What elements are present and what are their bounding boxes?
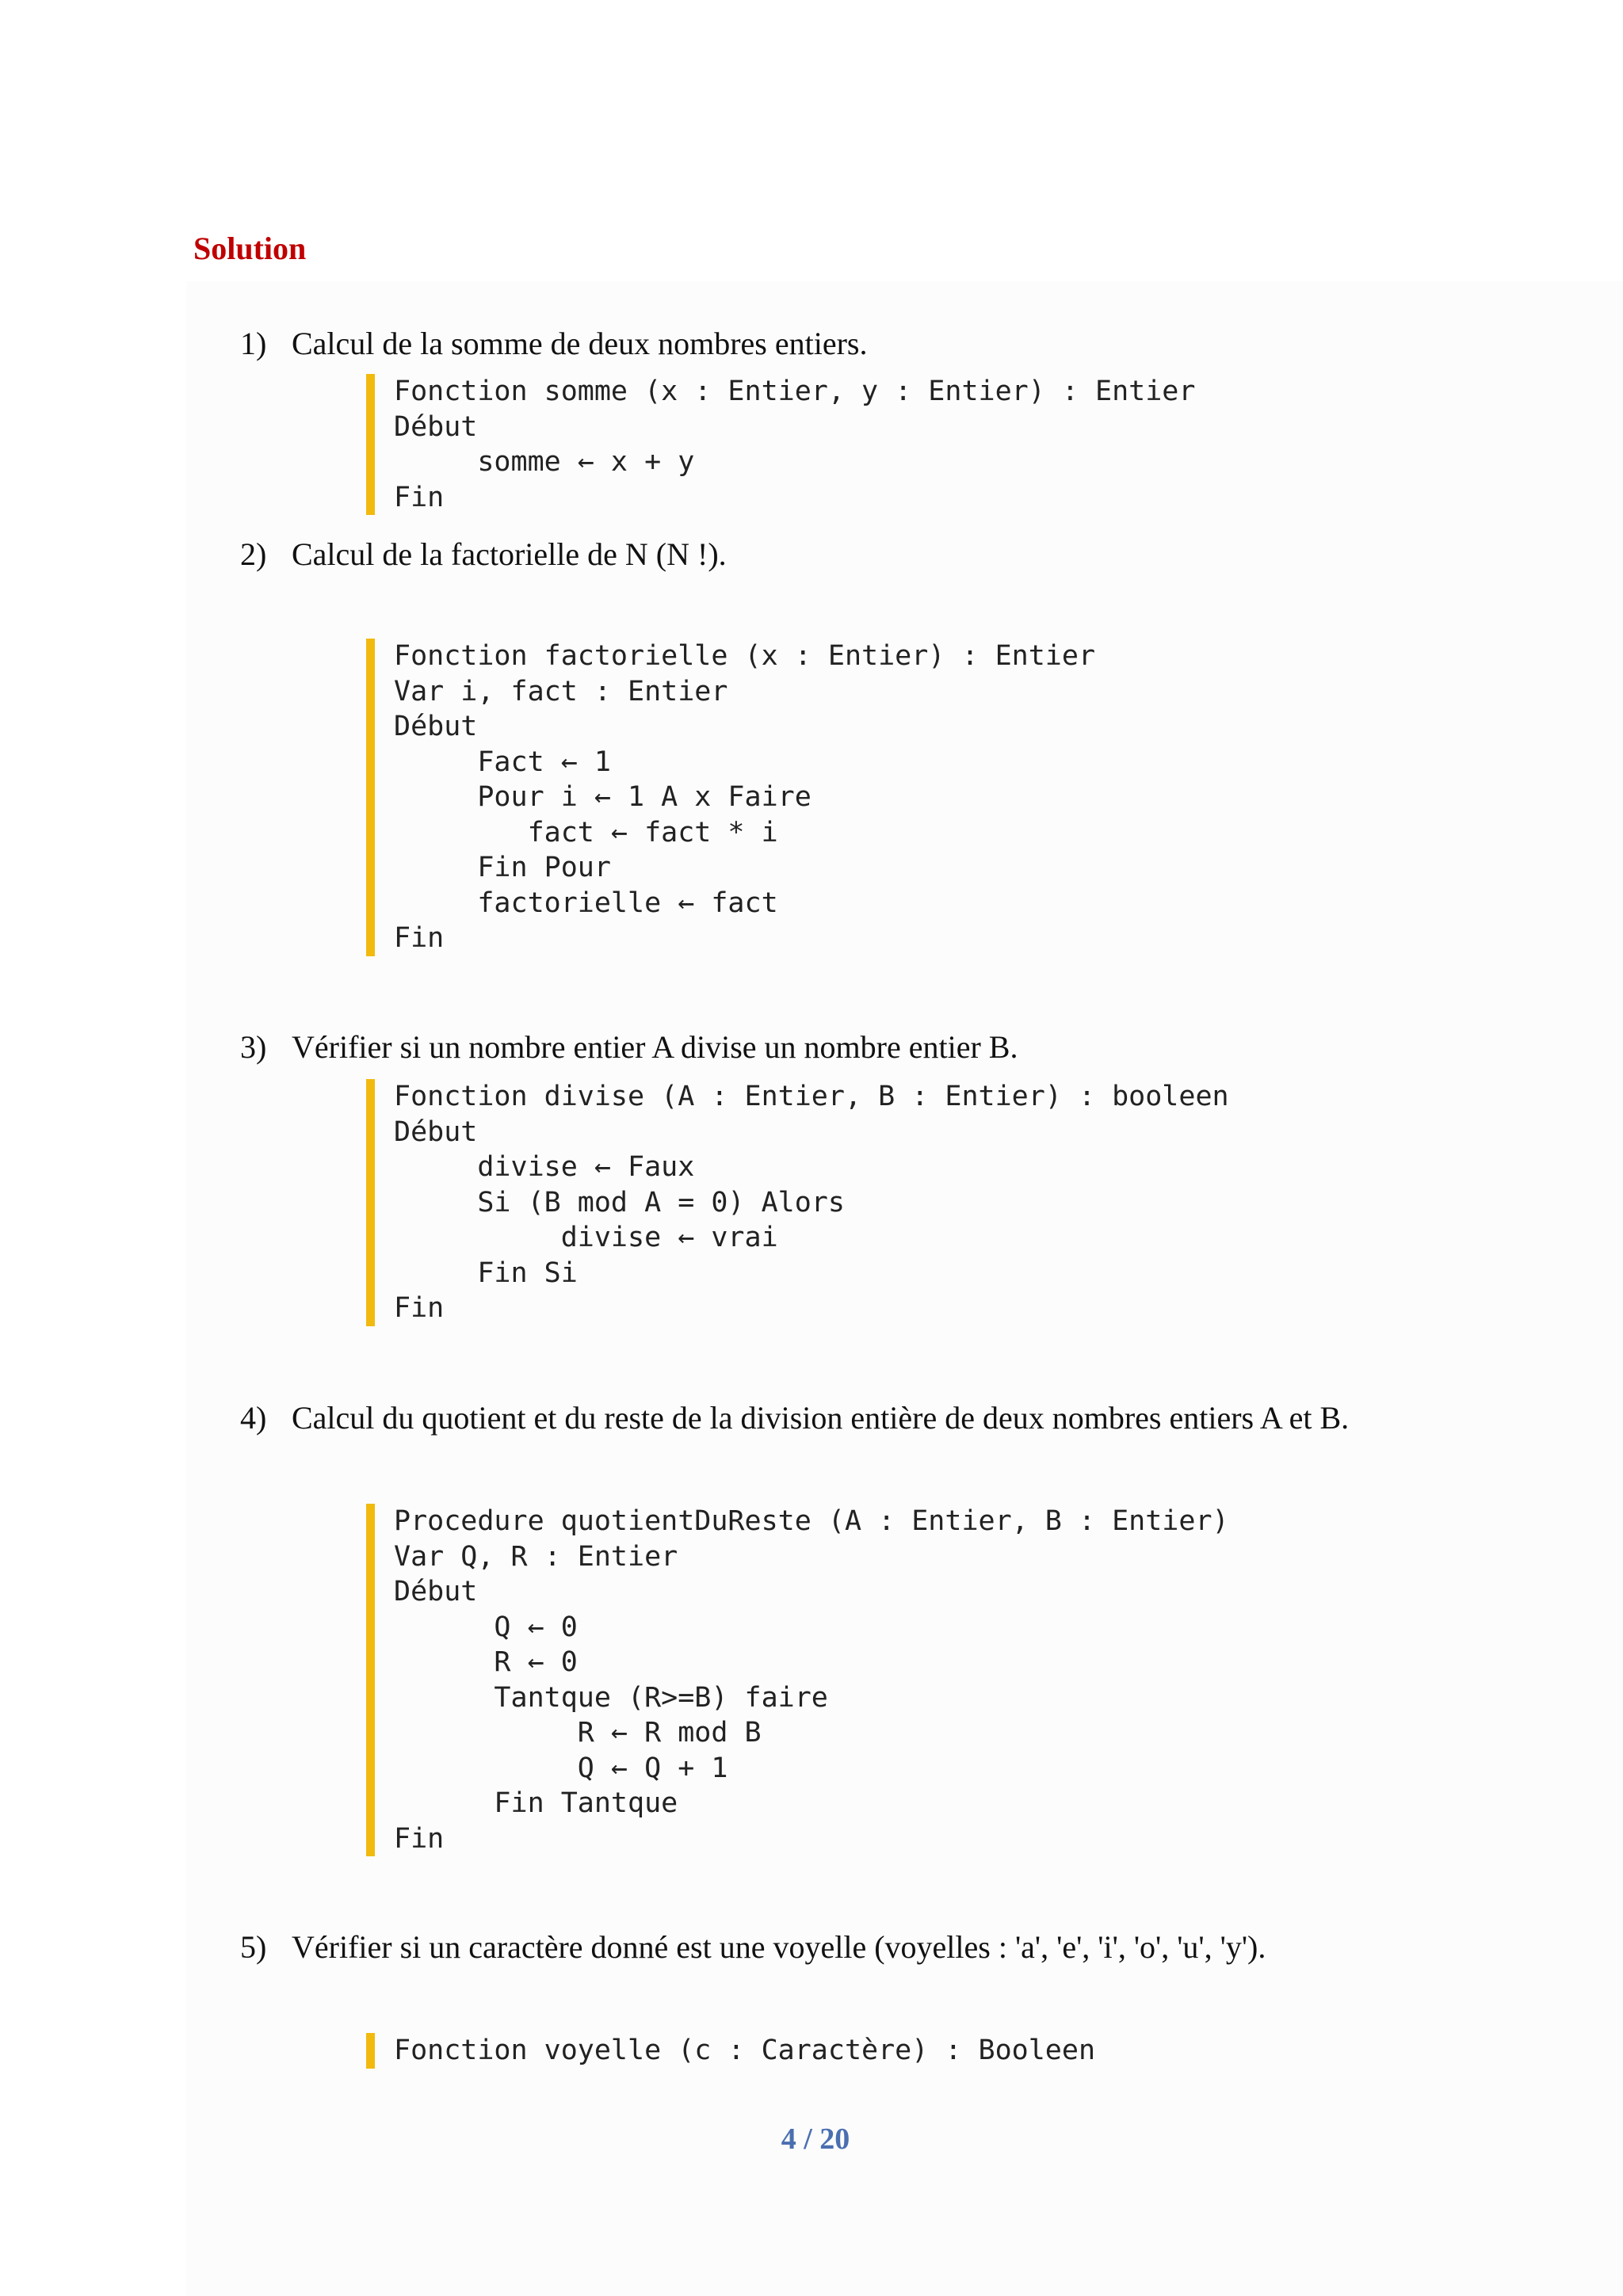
code-line: Début [394,1116,478,1148]
code-line: Procedure quotientDuReste (A : Entier, B : Entier) [394,1505,1229,1537]
page-number: 4 / 20 [781,2122,850,2156]
code-line: fact ← fact * i [394,816,778,849]
code-line: Fonction divise (A : Entier, B : Entier) : booleen [394,1081,1229,1112]
question-number: 5) [240,1929,267,1965]
code-line: Tantque (R>=B) faire [394,1681,828,1714]
code-line: divise ← vrai [394,1222,778,1253]
question-3 [240,1028,1018,1066]
question-text: Vérifier si un nombre entier A divise un nombre entier B. [292,1029,1018,1065]
code-line: Var i, fact : Entier [394,675,728,707]
question-number: 2) [240,536,267,572]
code-line: factorielle ← fact [394,887,778,919]
code-line: Fin Si [394,1257,578,1289]
code-line: Fin Tantque [394,1787,678,1819]
solution-heading: Solution [193,231,307,266]
question-5 [240,1928,1266,1966]
code-line: Fin [394,922,445,954]
code-line: Fin [394,1822,445,1855]
code-block-5 [366,2033,1095,2069]
code-line: Var Q, R : Entier [394,1540,678,1573]
question-text: Calcul de la factorielle de N (N !). [292,536,727,572]
code-line: Fonction voyelle (c : Caractère) : Booleen [394,2035,1096,2066]
code-line: Pour i ← 1 A x Faire [394,781,812,813]
question-2 [240,536,727,574]
code-line: Début [394,410,478,443]
code-block-1 [366,374,1195,515]
code-line: Q ← 0 [394,1611,578,1643]
code-line: Début [394,1576,478,1608]
code-line: Q ← Q + 1 [394,1752,728,1784]
code-line: Fin [394,1292,445,1324]
code-line: R ← R mod B [394,1717,762,1749]
question-text: Calcul du quotient et du reste de la division entière de deux nombres entiers A et B. [292,1400,1350,1436]
question-text: Vérifier si un caractère donné est une voyelle (voyelles : 'a', 'e', 'i', 'o', 'u', 'y'). [292,1929,1266,1965]
code-line: Fin Pour [394,852,611,883]
code-line: Fact ← 1 [394,746,611,778]
code-block-3 [366,1079,1229,1326]
code-line: R ← 0 [394,1646,578,1678]
question-4 [240,1399,1349,1437]
question-number: 4) [240,1400,267,1436]
code-block-2 [366,639,1095,956]
question-number: 3) [240,1029,267,1065]
code-line: somme ← x + y [394,446,695,478]
question-text: Calcul de la somme de deux nombres entiers. [292,326,868,361]
code-line: Fonction somme (x : Entier, y : Entier) : Entier [394,376,1196,407]
question-number: 1) [240,326,267,361]
code-block-4 [366,1504,1229,1856]
code-line: divise ← Faux [394,1151,695,1183]
code-line: Si (B mod A = 0) Alors [394,1186,845,1219]
code-line: Fin [394,481,445,513]
code-line: Fonction factorielle (x : Entier) : Entier [394,640,1096,672]
question-1 [240,325,867,363]
code-line: Début [394,711,478,742]
